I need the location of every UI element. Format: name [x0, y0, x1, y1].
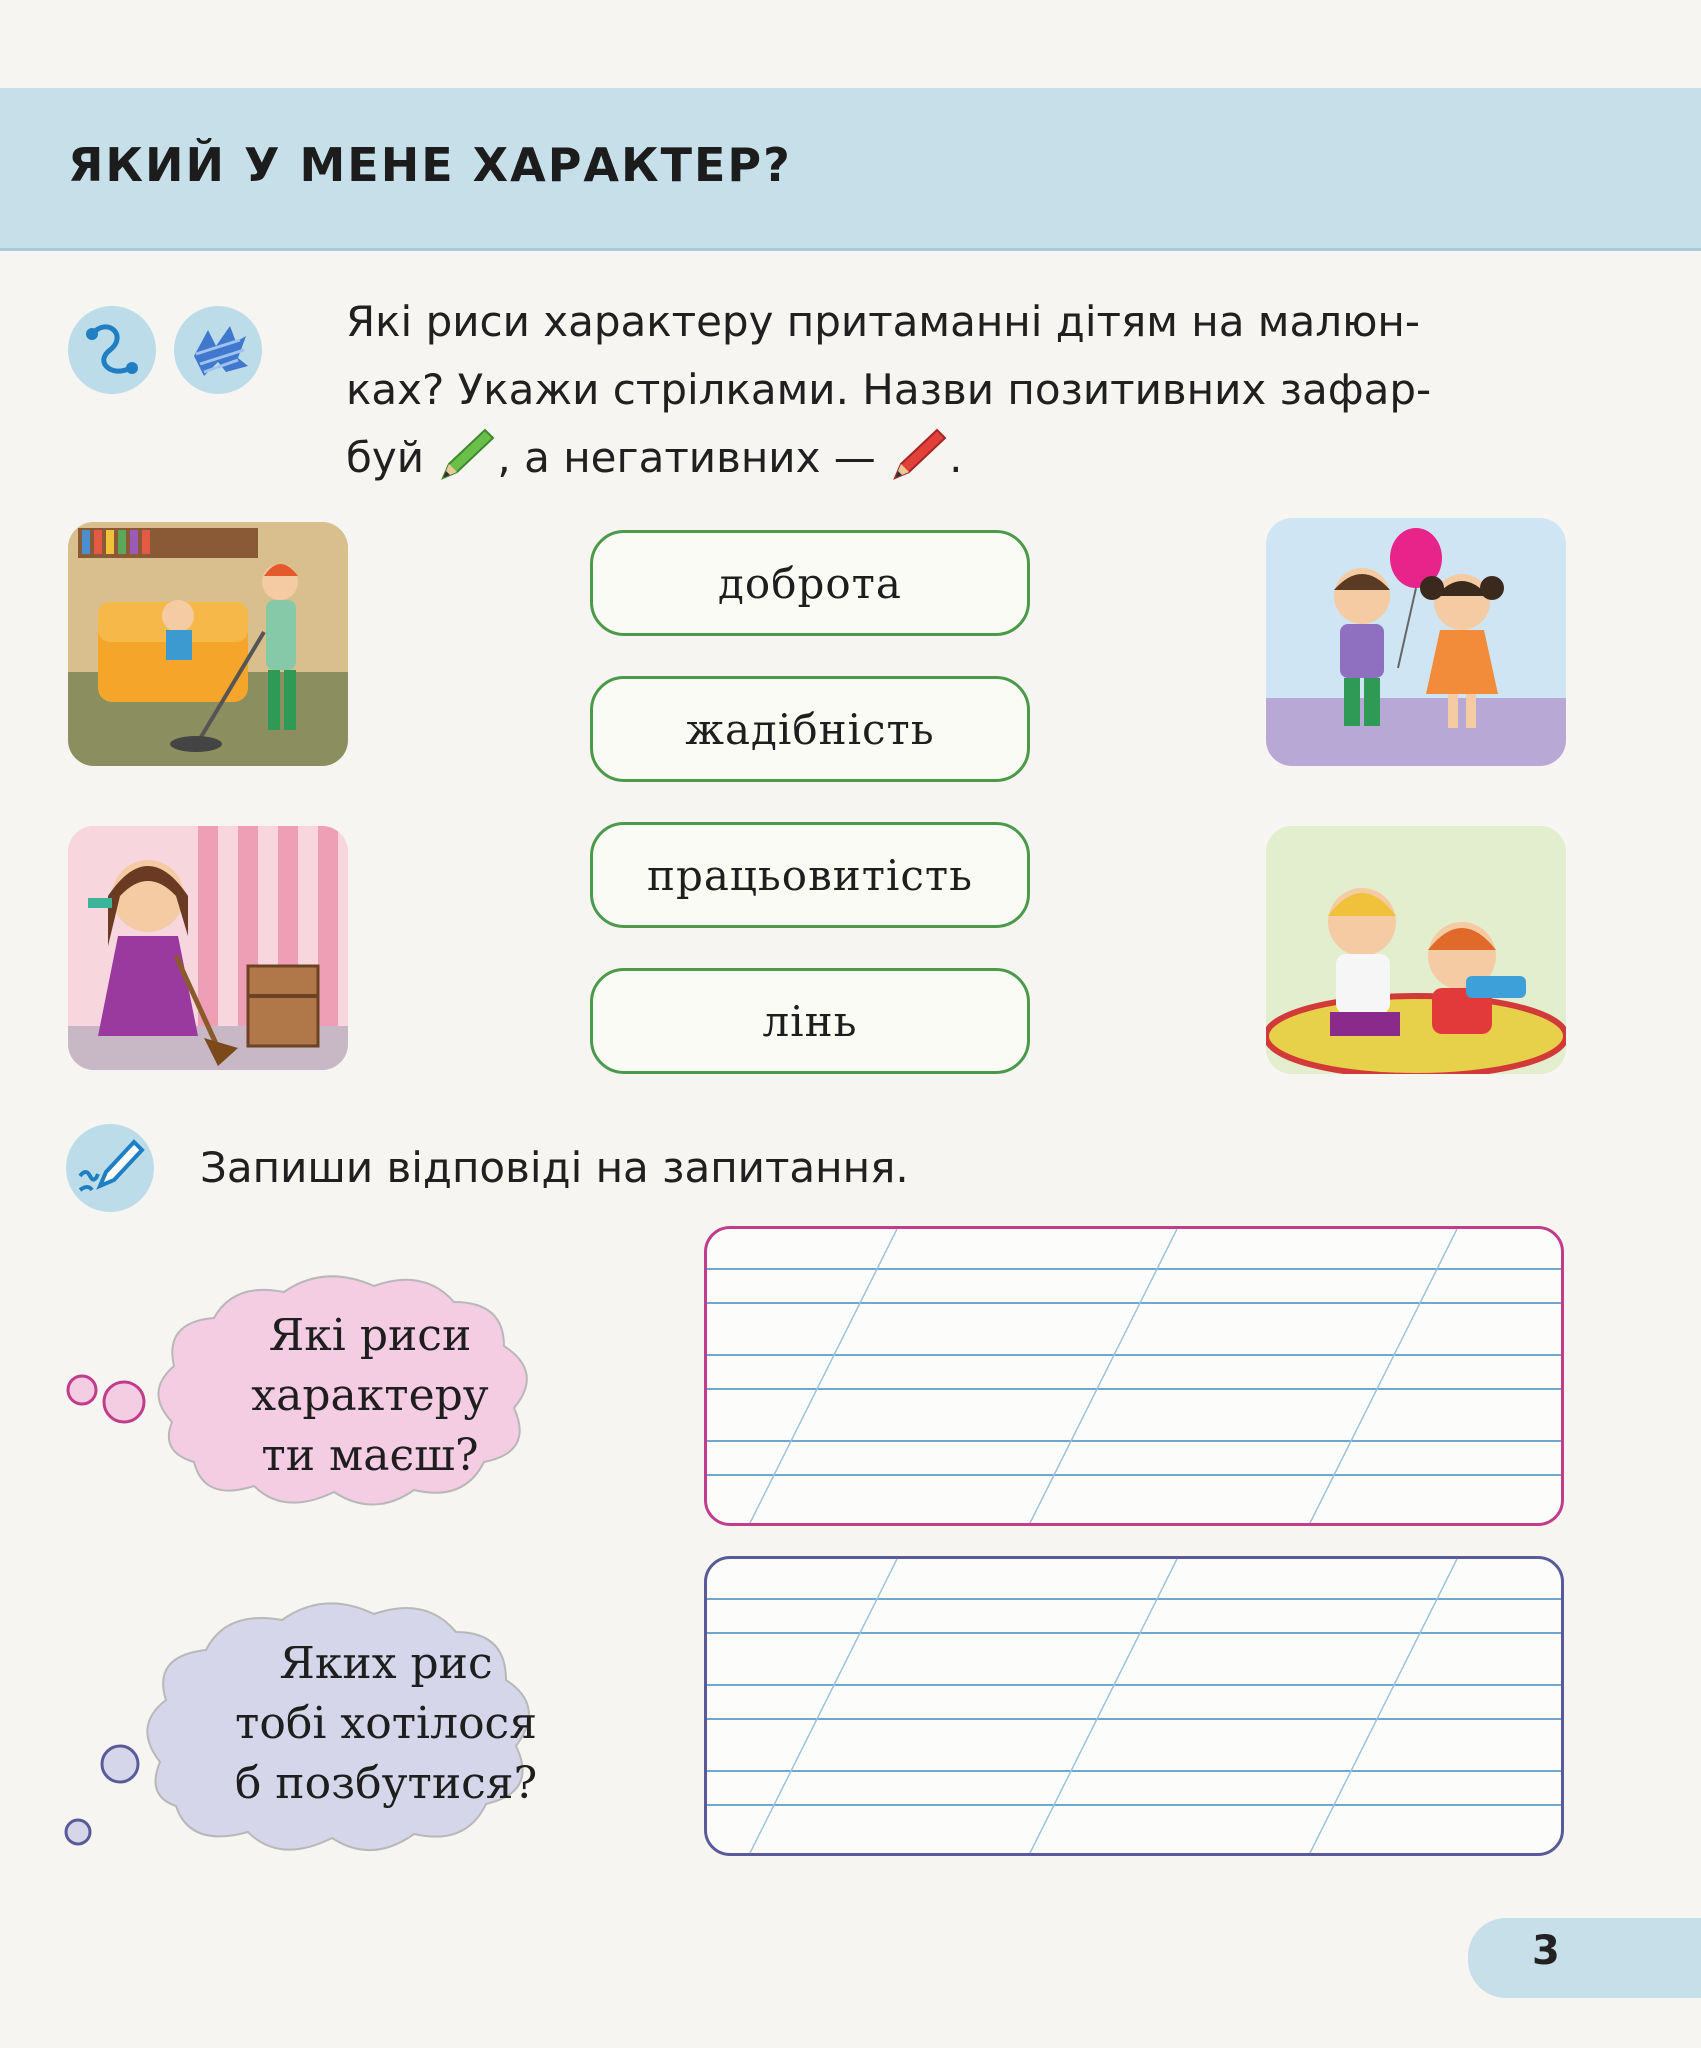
question-2-line: б позбутися?: [234, 1758, 538, 1809]
trait-box-dobrota[interactable]: [590, 530, 1030, 636]
page-title: ЯКИЙ У МЕНЕ ХАРАКТЕР?: [68, 138, 792, 192]
task2-instruction: Запиши відповіді на запитання.: [200, 1143, 909, 1192]
question-1-text: [200, 1306, 540, 1486]
pencil-writing-icon: [66, 1124, 154, 1212]
page-number: 3: [1532, 1928, 1560, 1974]
answer-box-1[interactable]: [704, 1226, 1564, 1526]
mother-vacuuming-with-child-illustration: [68, 522, 348, 766]
trait-label: лінь: [762, 996, 858, 1046]
trait-label: працьовитість: [646, 850, 973, 900]
girl-sweeping-floor-illustration: [68, 826, 348, 1070]
boy-taking-toy-from-boy-illustration: [1266, 826, 1566, 1074]
task1-line3-start: буй: [346, 433, 425, 482]
task1-line1: Які риси характеру притаманні дітям на малюн-: [346, 297, 1421, 346]
question-1-line: Які риси: [268, 1310, 472, 1361]
red-pencil-icon: [889, 424, 949, 504]
scribble-icon: [174, 306, 262, 394]
link-icon: [68, 306, 156, 394]
answer-box-2[interactable]: [704, 1556, 1564, 1856]
question-1-line: ти маєш?: [261, 1430, 479, 1481]
trait-box-zhadibnist[interactable]: [590, 676, 1030, 782]
green-pencil-icon: [437, 424, 497, 504]
question-1-line: характеру: [251, 1370, 489, 1421]
trait-box-pratsovytist[interactable]: [590, 822, 1030, 928]
trait-box-lin[interactable]: [590, 968, 1030, 1074]
trait-label: жадібність: [685, 704, 935, 754]
trait-label: доброта: [718, 558, 902, 608]
question-2-text: [196, 1634, 576, 1814]
task1-line3: [346, 424, 1566, 504]
task1-line2: ках? Укажи стрілками. Назви позитивних зафар-: [346, 365, 1432, 414]
boy-giving-balloon-to-girl-illustration: [1266, 518, 1566, 766]
task1-line3-mid: , а негативних —: [497, 433, 876, 482]
task1-line3-end: .: [949, 433, 963, 482]
question-2-line: тобі хотілося: [235, 1698, 537, 1749]
page-number-tab: [1468, 1918, 1701, 1998]
task1-instruction: [346, 288, 1566, 504]
question-2-line: Яких рис: [279, 1638, 493, 1689]
